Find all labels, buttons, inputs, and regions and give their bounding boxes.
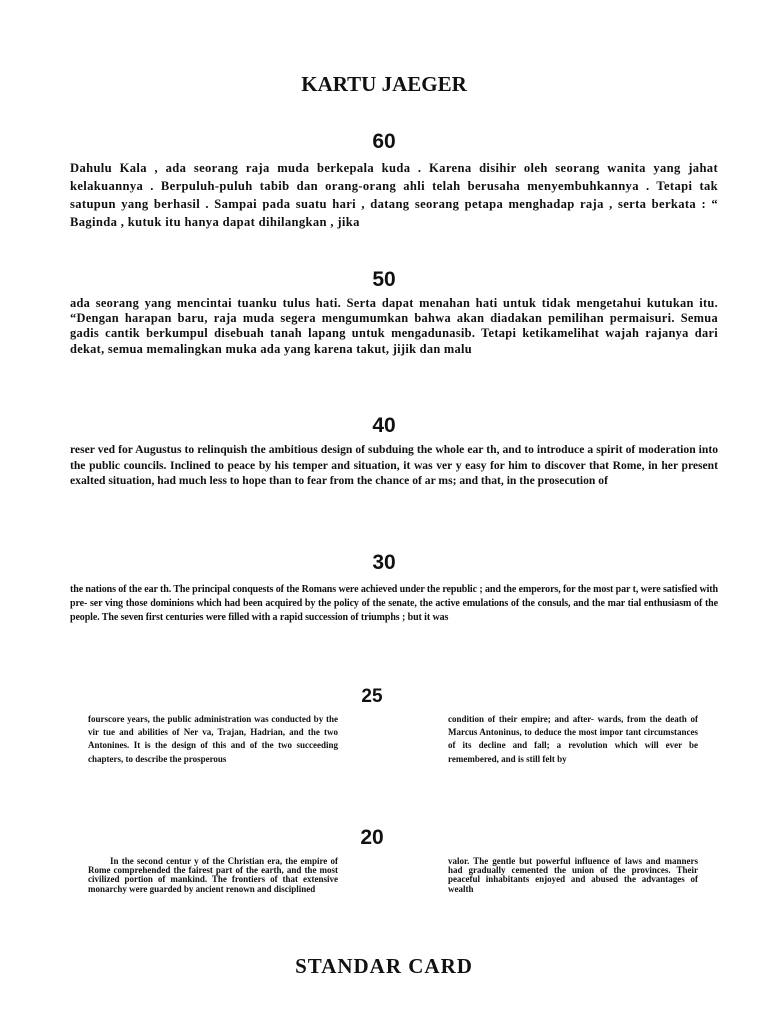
section-text-40: reser ved for Augustus to relinquish the ambitious design of subduing the whole ear th, and to introduce a spirit of moderation into the public councils. Inclined to peace by his temper and situation, it was ver y easy for him to discover that Rome, in her present exalted situation, had much less to hope than to fear from the chance of ar ms; and that, in the prosecution of: [70, 443, 718, 487]
section-text-20-right: valor. The gentle but powerful influence of laws and manners had gradually cemented the union of the provinces. Their peaceful inhabitants enjoyed and abused the advantages of wealth: [448, 856, 698, 894]
section-number-60: 60: [372, 130, 396, 153]
section-number-25: 25: [361, 686, 383, 707]
section-text-25-right: condition of their empire; and after- wards, from the death of Marcus Antoninus, to deduce the most impor tant circumstances of its decline and fall; a revolution which will ever be remembered, and is still felt by: [448, 714, 698, 764]
section-number-20: 20: [360, 826, 384, 849]
section-number-30: 30: [372, 551, 396, 574]
section-number-40: 40: [372, 414, 396, 437]
footer-title: STANDAR CARD: [295, 954, 473, 978]
section-text-30: the nations of the ear th. The principal conquests of the Romans were achieved under the republic ; and the emperors, for the most par t, were satisfied with pre- ser ving those dominions which had been acquired by the policy of the senate, the active emulations of the consuls, and the mar tial enthusiasm of the people. The seven first centuries were filled with a rapid succession of triumphs ; but it was: [70, 584, 718, 623]
document-title: KARTU JAEGER: [301, 72, 467, 96]
section-text-20-left: In the second centur y of the Christian era, the empire of Rome comprehended the fairest part of the earth, and the most civilized portion of mankind. The frontiers of that extensive monarchy were guarded by ancient renown and disciplined: [88, 856, 338, 894]
section-text-50: ada seorang yang mencintai tuanku tulus hati. Serta dapat menahan hati untuk tidak mengetahui kutukan itu. “Dengan harapan baru, raja muda segera mengumumkan bahwa akan diadakan pemilihan permaisuri. Semua gadis cantik berkumpul disebuah tanah lapang untuk mengadunasib. Tetapi ketikamelihat wajah rajanya dari dekat, semua memalingkan muka ada yang karena takut, jijik dan malu: [70, 296, 718, 356]
section-text-60: Dahulu Kala , ada seorang raja muda berkepala kuda . Karena disihir oleh seorang wanita yang jahat kelakuannya . Berpuluh-puluh tabib dan orang-orang ahli telah berusaha menyembuhkannya . Tetapi tak satupun yang berhasil . Sampai pada suatu hari , datang seorang petapa menghadap raja , serta berkata : “ Baginda , kutuk itu hanya dapat dihilangkan , jika: [70, 161, 718, 229]
section-text-25-left: fourscore years, the public administration was conducted by the vir tue and abilities of Ner va, Trajan, Hadrian, and the two Antonines. It is the design of this and of the two succeeding chapters, to describe the prosperous: [88, 714, 338, 764]
section-number-50: 50: [372, 268, 396, 291]
